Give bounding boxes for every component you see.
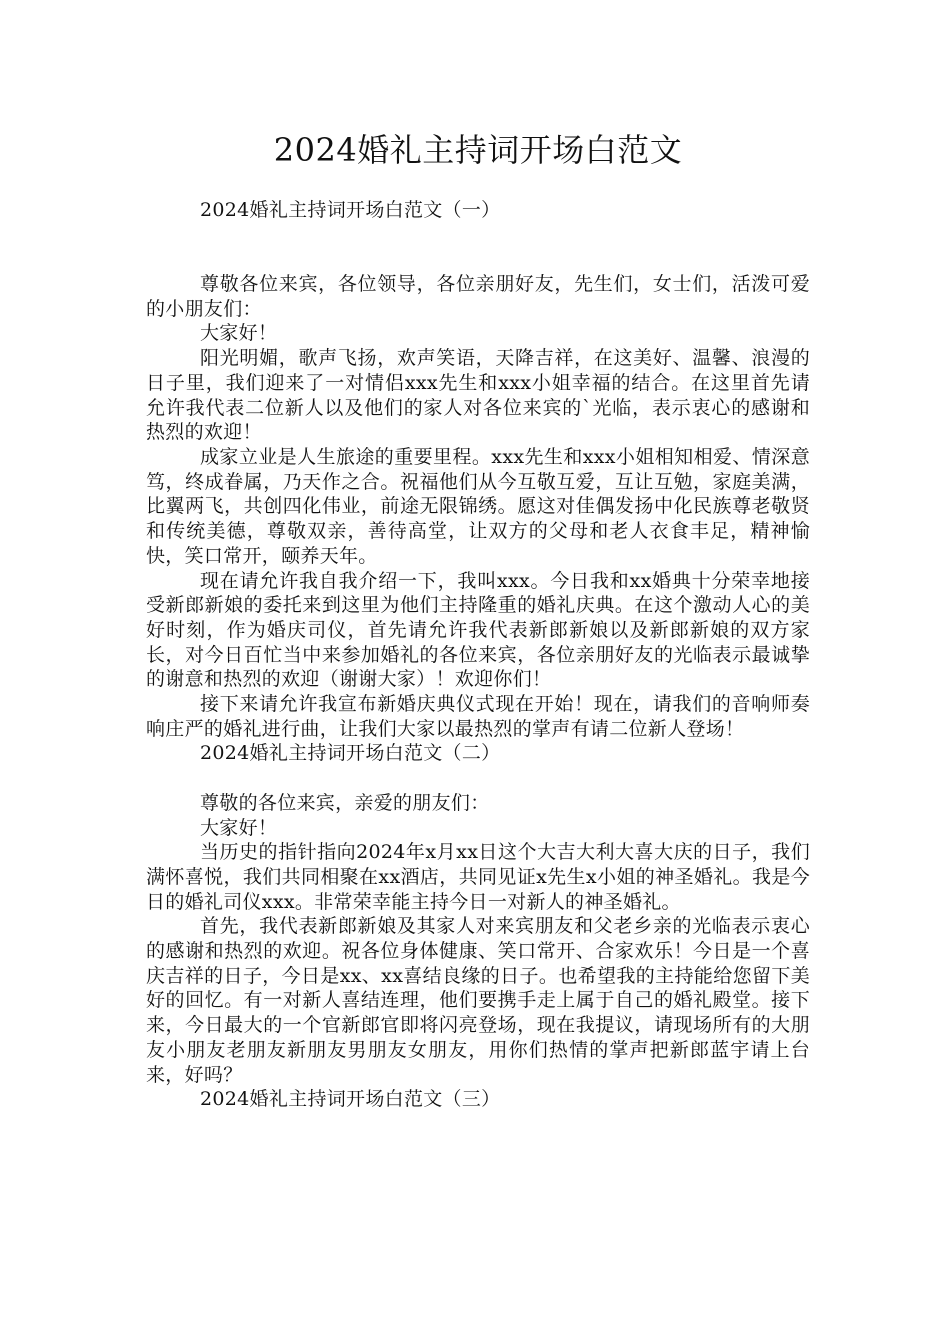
paragraph: 现在请允许我自我介绍一下，我叫xxx。今日我和xx婚典十分荣幸地接受新郎新娘的委托来到这里为他们主持隆重的婚礼庆典。在这个激动人心的美好时刻，作为婚庆司仪，首先请允许我代表新郎新娘以及新郎新娘的双方家长，对今日百忙当中来参加婚礼的各位来宾，各位亲朋好友的光临表示最诚挚的谢意和热烈的欢迎（谢谢大家）！欢迎你们！ xyxy=(146,569,810,691)
section-heading-2: 2024婚礼主持词开场白范文（二） xyxy=(200,742,501,765)
section-heading-1: 2024婚礼主持词开场白范文（一） xyxy=(200,199,501,221)
paragraph: 当历史的指针指向2024年x月xx日这个大吉大利大喜大庆的日子，我们满怀喜悦，我们共同相聚在xx酒店，共同见证x先生x小姐的神圣婚礼。我是今日的婚礼司仪xxx。非常荣幸能主持今日一对新人的神圣婚礼。 xyxy=(146,841,810,913)
paragraph: 成家立业是人生旅途的重要里程。xxx先生和xxx小姐相知相爱、情深意笃，终成眷属，乃天作之合。祝福他们从今互敬互爱，互让互勉，家庭美满，比翼两飞，共创四化伟业，前途无限锦绣。愿这对佳偶发扬中化民族尊老敬贤和传统美德，尊敬双亲，善待高堂，让双方的父母和老人衣食丰足，精神愉快，笑口常开，颐养天年。 xyxy=(146,446,810,567)
blank-line xyxy=(146,766,810,791)
paragraph: 大家好！ xyxy=(200,816,278,839)
paragraph: 阳光明媚，歌声飞扬，欢声笑语，天降吉祥，在这美好、温馨、浪漫的日子里，我们迎来了一对情侣xxx先生和xxx小姐幸福的结合。在这里首先请允许我代表二位新人以及他们的家人对各位来宾的`光临，表示衷心的感谢和热烈的欢迎！ xyxy=(146,347,810,444)
paragraph: 大家好！ xyxy=(200,322,278,345)
document-body xyxy=(146,198,810,1112)
blank-line xyxy=(146,247,810,272)
paragraph: 尊敬的各位来宾，亲爱的朋友们： xyxy=(200,791,490,814)
paragraph: 首先，我代表新郎新娘及其家人对来宾朋友和父老乡亲的光临表示衷心的感谢和热烈的欢迎。祝各位身体健康、笑口常开、合家欢乐！今日是一个喜庆吉祥的日子，今日是xx、xx喜结良缘的日子。也希望我的主持能给您留下美好的回忆。有一对新人喜结连理，他们要携手走上属于自己的婚礼殿堂。接下来，今日最大的一个官新郎官即将闪亮登场，现在我提议，请现场所有的大朋友小朋友老朋友新朋友男朋友女朋友，用你们热情的掌声把新郎蓝宇请上台来，好吗？ xyxy=(146,915,810,1086)
blank-line xyxy=(146,223,810,248)
document-title: 2024婚礼主持词开场白范文 xyxy=(273,131,683,169)
section-heading-3: 2024婚礼主持词开场白范文（三） xyxy=(200,1088,501,1111)
paragraph: 尊敬各位来宾，各位领导，各位亲朋好友，先生们，女士们，活泼可爱的小朋友们： xyxy=(146,273,810,320)
paragraph: 接下来请允许我宣布新婚庆典仪式现在开始！现在，请我们的音响师奏响庄严的婚礼进行曲，让我们大家以最热烈的掌声有请二位新人登场！ xyxy=(146,693,810,740)
